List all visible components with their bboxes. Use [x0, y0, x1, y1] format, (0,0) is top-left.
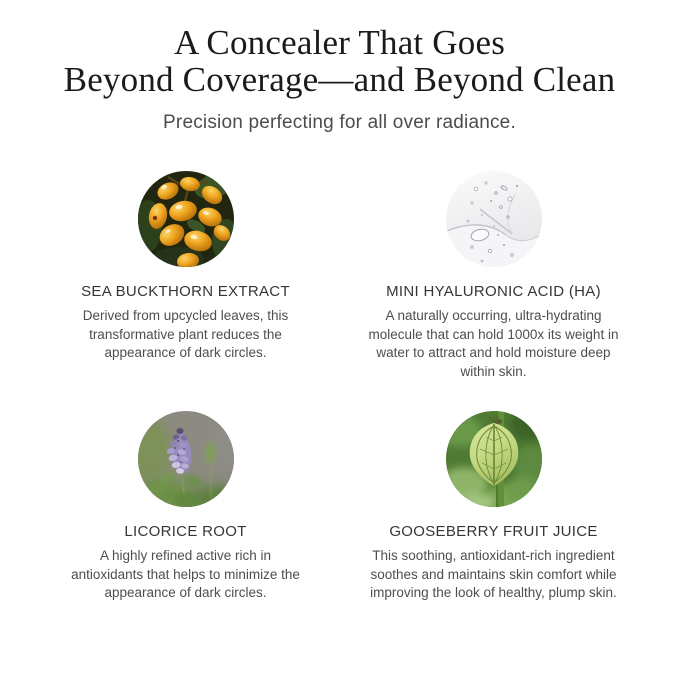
page-title-line2: Beyond Coverage—and Beyond Clean: [63, 60, 616, 99]
ingredient-card-licorice-root: [40, 411, 332, 603]
licorice-root-flower-image: [138, 411, 234, 507]
hyaluronic-acid-gel-photo: [446, 171, 542, 267]
ingredient-description: A highly refined active rich in antioxidants that helps to minimize the appearance of dark circles.: [71, 548, 300, 600]
ingredient-card-hyaluronic-acid: [348, 171, 640, 381]
sea-buckthorn-berries-photo: [138, 171, 234, 267]
gooseberry-fruit-husk-image: [446, 411, 542, 507]
ingredient-description: Derived from upcycled leaves, this transformative plant reduces the appearance of dark circles.: [82, 308, 289, 360]
ingredient-card-gooseberry: [348, 411, 640, 603]
ingredient-title: LICORICE ROOT: [124, 523, 247, 540]
page-subtitle: Precision perfecting for all over radiance.: [163, 112, 516, 133]
ingredient-title: MINI HYALURONIC ACID (HA): [386, 283, 601, 300]
hyaluronic-acid-gel-image: [446, 171, 542, 267]
page-title-line1: A Concealer That Goes: [173, 23, 506, 62]
ingredient-card-sea-buckthorn: [40, 171, 332, 381]
ingredient-title: SEA BUCKTHORN EXTRACT: [81, 283, 290, 300]
ingredient-description: This soothing, antioxidant-rich ingredient soothes and maintains skin comfort while improving the look of healthy, plump skin.: [370, 548, 617, 600]
sea-buckthorn-berries-image: [138, 171, 234, 267]
page-title: [0, 24, 679, 98]
ingredient-grid: [40, 171, 640, 603]
ingredient-description: A naturally occurring, ultra-hydrating molecule that can hold 1000x its weight in water to attract and hold moisture deep within skin.: [368, 308, 619, 379]
gooseberry-fruit-husk-photo: [446, 411, 542, 507]
ingredient-title: GOOSEBERRY FRUIT JUICE: [389, 523, 598, 540]
header: [0, 0, 679, 134]
licorice-root-flower-photo: [138, 411, 234, 507]
